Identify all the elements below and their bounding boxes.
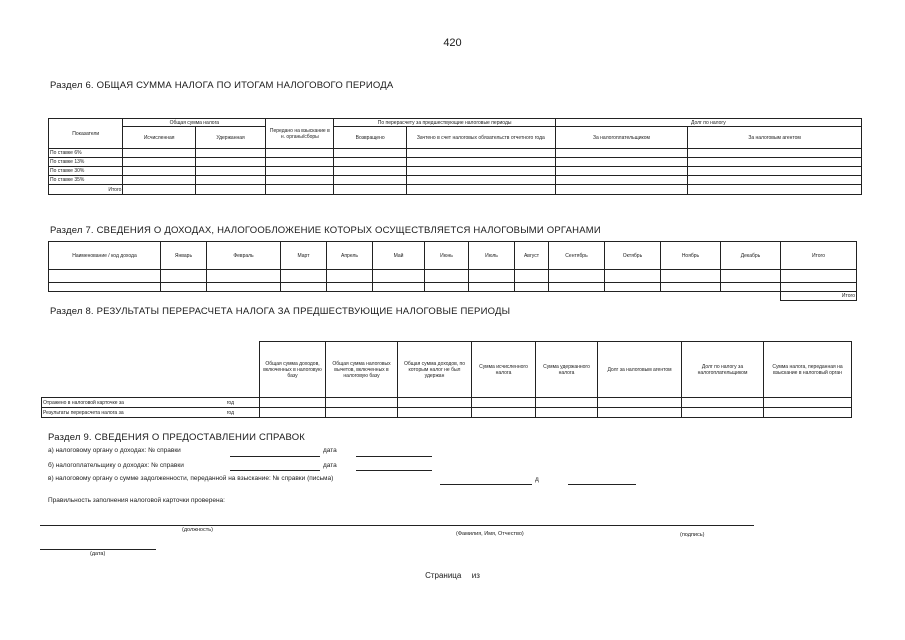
section7-table	[48, 241, 857, 301]
s6-header-indicators: Показатели	[49, 119, 123, 149]
s9-line-c-date: д	[535, 476, 539, 483]
section9-title: Раздел 9. СВЕДЕНИЯ О ПРЕДОСТАВЛЕНИИ СПРАВОК	[48, 432, 306, 443]
s8-header: Общая сумма доходов, включенных в налоговую базу	[260, 342, 326, 398]
s9-caption-position: (должность)	[182, 527, 213, 533]
s7-header: Итого	[781, 242, 857, 270]
s6-header-debt-agent: За налоговым агентом	[688, 127, 862, 149]
s6-total-label: Итого	[49, 185, 123, 195]
s7-header: Март	[281, 242, 327, 270]
s7-header: Октябрь	[605, 242, 661, 270]
page-number: 420	[443, 37, 462, 49]
s8-header: Сумма исчисленного налога	[472, 342, 536, 398]
s8-header: Сумма удержанного налога	[536, 342, 598, 398]
section7-title: Раздел 7. СВЕДЕНИЯ О ДОХОДАХ, НАЛОГООБЛОЖЕНИЕ КОТОРЫХ ОСУЩЕСТВЛЯЕТСЯ НАЛОГОВЫМИ ОРГАНАМИ	[50, 225, 601, 236]
footer-page-label: Страница	[425, 571, 462, 580]
s8-row-label: Результаты перерасчета налога за	[43, 409, 124, 416]
s9-line-b-date: дата	[323, 462, 337, 469]
s6-row-label: По ставке 30%	[49, 167, 123, 176]
section6-title: Раздел 6. ОБЩАЯ СУММА НАЛОГА ПО ИТОГАМ НАЛОГОВОГО ПЕРИОДА	[50, 80, 394, 91]
s6-header-total-tax: Общая сумма налога	[123, 119, 266, 127]
s8-header: Общая сумма налоговых вычетов, включенных в налоговую базу	[326, 342, 398, 398]
s8-header: Общая сумма доходов, по которым налог не был удержан	[398, 342, 472, 398]
table-row	[49, 167, 862, 176]
s8-row-label: Отражено в налоговой карточке за	[43, 399, 124, 406]
s7-header: Апрель	[327, 242, 373, 270]
s8-row-suffix: год	[226, 399, 234, 406]
s9-caption-date: (дата)	[90, 551, 106, 557]
s7-total-label: Итого	[781, 292, 857, 301]
s9-verified: Правильность заполнения налоговой карточки проверена:	[48, 497, 225, 504]
s6-row-label: По ставке 13%	[49, 158, 123, 167]
section8-title: Раздел 8. РЕЗУЛЬТАТЫ ПЕРЕРАСЧЕТА НАЛОГА ЗА ПРЕДШЕСТВУЮЩИЕ НАЛОГОВЫЕ ПЕРИОДЫ	[50, 306, 511, 317]
s7-header: Июнь	[425, 242, 469, 270]
s6-header-transferred: Передано на взыскание в н. органы/сборы	[266, 119, 334, 149]
s7-header: Май	[373, 242, 425, 270]
s7-header: Январь	[161, 242, 207, 270]
table-row	[49, 270, 857, 283]
s8-row-suffix: год	[226, 409, 234, 416]
section6-table	[48, 118, 862, 195]
table-row	[42, 408, 852, 418]
s9-line-c: в) налоговому органу о сумме задолженности, переданной на взыскание: № справки (письма)	[48, 475, 334, 482]
s6-header-withheld: Удержанная	[195, 127, 265, 149]
table-row	[49, 176, 862, 185]
s6-header-debt-taxpayer: За налогоплательщиком	[555, 127, 687, 149]
footer-of-label: из	[471, 571, 480, 580]
s8-header: Долг за налоговым агентом	[598, 342, 682, 398]
s6-header-calculated: Исчисленная	[123, 127, 195, 149]
s9-caption-name: (Фамилия, Имя, Отчество)	[456, 531, 524, 537]
s7-header: Ноябрь	[661, 242, 721, 270]
s6-header-counted: Зачтено в счет налоговых обязательств отчетного года	[406, 127, 555, 149]
table-row	[49, 149, 862, 158]
s9-line-a-date: дата	[323, 447, 337, 454]
s6-header-debt: Долг по налогу	[555, 119, 861, 127]
s8-header: Долг по налогу за налогоплательщиком	[682, 342, 764, 398]
page-footer	[0, 571, 905, 580]
section8-table	[41, 341, 852, 418]
s8-header: Сумма налога, переданная на взыскание в налоговый орган	[764, 342, 852, 398]
s9-caption-signature: (подпись)	[680, 532, 705, 538]
s7-header: Июль	[469, 242, 515, 270]
s9-line-a: а) налоговому органу о доходах: № справки	[48, 447, 181, 454]
table-row	[49, 158, 862, 167]
s7-header: Декабрь	[721, 242, 781, 270]
s6-header-returned: Возвращено	[334, 127, 406, 149]
table-row	[49, 292, 857, 301]
table-row	[42, 398, 852, 408]
s6-header-recalc: По перерасчету за предшествующие налоговые периоды	[334, 119, 555, 127]
s7-header: Август	[515, 242, 549, 270]
s6-row-label: По ставке 35%	[49, 176, 123, 185]
s7-header: Февраль	[207, 242, 281, 270]
s7-header: Сентябрь	[549, 242, 605, 270]
table-row	[49, 283, 857, 292]
s7-header: Наименование / код дохода	[49, 242, 161, 270]
s6-row-label: По ставке 6%	[49, 149, 123, 158]
s9-line-b: б) налогоплательщику о доходах: № справки	[48, 462, 184, 469]
table-row	[49, 185, 862, 195]
